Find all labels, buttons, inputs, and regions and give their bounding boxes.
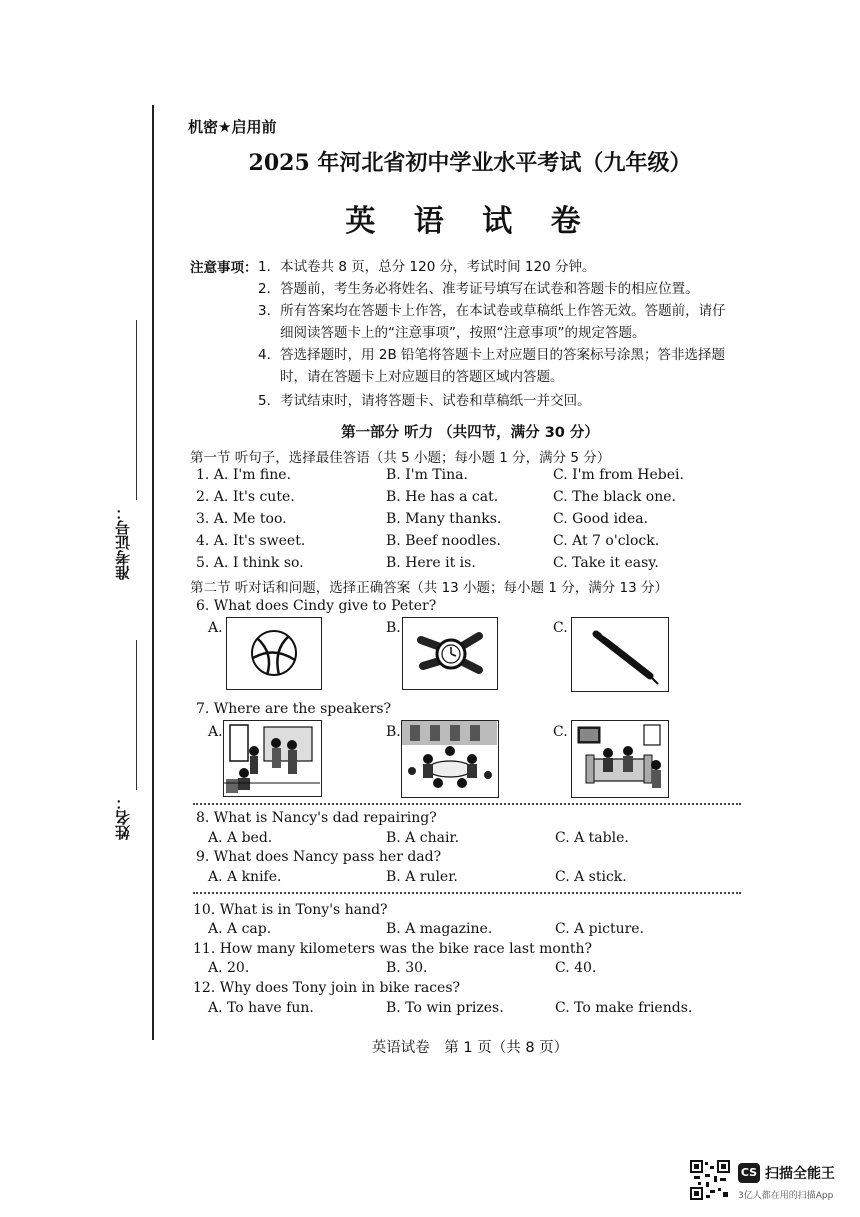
pen-picture: [571, 617, 669, 692]
q9-question: 9. What does Nancy pass her dad?: [196, 849, 442, 865]
q7-label-c: C.: [553, 724, 568, 740]
exam-title: 2025 年河北省初中学业水平考试（九年级）: [248, 150, 692, 176]
living-room-picture: [571, 720, 669, 798]
qr-code-icon: [690, 1160, 730, 1200]
watch-picture: [402, 617, 498, 690]
q7-label-b: B.: [386, 724, 401, 740]
q5-option-a: 5. A. I think so.: [196, 555, 304, 571]
classroom-picture: [223, 720, 322, 797]
exam-number-line: [136, 320, 137, 500]
q10-option-a: A. A cap.: [208, 921, 272, 937]
binding-line: [152, 105, 154, 1040]
q6-label-a: A.: [208, 620, 223, 636]
q6-label-b: B.: [386, 620, 401, 636]
q12-option-a: A. To have fun.: [208, 1000, 314, 1016]
q11-option-b: B. 30.: [386, 960, 428, 976]
q10-question: 10. What is in Tony's hand?: [193, 902, 388, 918]
q7-label-a: A.: [208, 724, 223, 740]
notice-item: 3．所有答案均在答题卡上作答，在本试卷或草稿纸上作答无效。答题前，请仔: [258, 303, 726, 319]
notice-item: 2．答题前，考生务必将姓名、准考证号填写在试卷和答题卡的相应位置。: [258, 281, 699, 297]
section-2-title: 第二节 听对话和问题，选择正确答案（共 13 小题；每小题 1 分，满分 13 分）: [190, 580, 668, 596]
dotted-divider: [193, 892, 741, 894]
q8-option-c: C. A table.: [555, 830, 629, 846]
camscanner-logo-icon: CS: [738, 1163, 760, 1183]
q5-option-b: B. Here it is.: [386, 555, 476, 571]
q3-option-a: 3. A. Me too.: [196, 511, 287, 527]
q10-option-b: B. A magazine.: [386, 921, 493, 937]
exam-number-label: 准考证号：: [114, 505, 132, 580]
name-line: [136, 640, 137, 790]
scanner-tagline: 3亿人都在用的扫描App: [738, 1191, 834, 1201]
q11-question: 11. How many kilometers was the bike race last month?: [193, 941, 593, 957]
q9-option-c: C. A stick.: [555, 869, 627, 885]
confidential-mark: 机密★启用前: [188, 118, 277, 136]
notice-item: 4．答选择题时，用 2B 铅笔将答题卡上对应题目的答案标号涂黑；答非选择题: [258, 347, 726, 363]
q11-option-c: C. 40.: [555, 960, 597, 976]
notice-item: 1．本试卷共 8 页，总分 120 分，考试时间 120 分钟。: [258, 259, 596, 275]
q9-option-a: A. A knife.: [208, 869, 282, 885]
q1-option-a: 1. A. I'm fine.: [196, 467, 292, 483]
restaurant-picture: [401, 720, 499, 798]
q2-option-c: C. The black one.: [553, 489, 676, 505]
q11-option-a: A. 20.: [208, 960, 250, 976]
scanner-app-name: 扫描全能王: [765, 1166, 835, 1182]
q2-option-b: B. He has a cat.: [386, 489, 499, 505]
q12-option-b: B. To win prizes.: [386, 1000, 504, 1016]
notice-item: 细阅读答题卡上的“注意事项”，按照“注意事项”的规定答题。: [280, 325, 646, 341]
q6-question: 6. What does Cindy give to Peter?: [196, 598, 437, 614]
page-footer: 英语试卷 第 1 页（共 8 页）: [371, 1040, 569, 1056]
volleyball-picture: [226, 617, 322, 690]
q4-option-a: 4. A. It's sweet.: [196, 533, 306, 549]
q6-label-c: C.: [553, 620, 568, 636]
q4-option-c: C. At 7 o'clock.: [553, 533, 660, 549]
q10-option-c: C. A picture.: [555, 921, 645, 937]
q2-option-a: 2. A. It's cute.: [196, 489, 295, 505]
notice-label: 注意事项：: [190, 260, 258, 276]
q7-question: 7. Where are the speakers?: [196, 701, 392, 717]
q8-option-b: B. A chair.: [386, 830, 460, 846]
notice-item: 时，请在答题卡上对应题目的答题区域内答题。: [280, 369, 564, 385]
q1-option-c: C. I'm from Hebei.: [553, 467, 684, 483]
q5-option-c: C. Take it easy.: [553, 555, 659, 571]
dotted-divider: [193, 803, 741, 805]
q3-option-c: C. Good idea.: [553, 511, 649, 527]
q9-option-b: B. A ruler.: [386, 869, 458, 885]
part-title: 第一部分 听力 （共四节，满分 30 分）: [341, 425, 599, 441]
q3-option-b: B. Many thanks.: [386, 511, 502, 527]
q8-question: 8. What is Nancy's dad repairing?: [196, 810, 437, 826]
section-1-title: 第一节 听句子，选择最佳答语（共 5 小题；每小题 1 分，满分 5 分）: [190, 450, 611, 466]
q12-option-c: C. To make friends.: [555, 1000, 693, 1016]
q4-option-b: B. Beef noodles.: [386, 533, 501, 549]
q8-option-a: A. A bed.: [208, 830, 273, 846]
notice-item: 5．考试结束时，请将答题卡、试卷和草稿纸一并交回。: [258, 393, 591, 409]
paper-title: 英 语 试 卷: [345, 204, 595, 239]
q12-question: 12. Why does Tony join in bike races?: [193, 980, 461, 996]
name-label: 姓名：: [114, 795, 132, 840]
q1-option-b: B. I'm Tina.: [386, 467, 468, 483]
